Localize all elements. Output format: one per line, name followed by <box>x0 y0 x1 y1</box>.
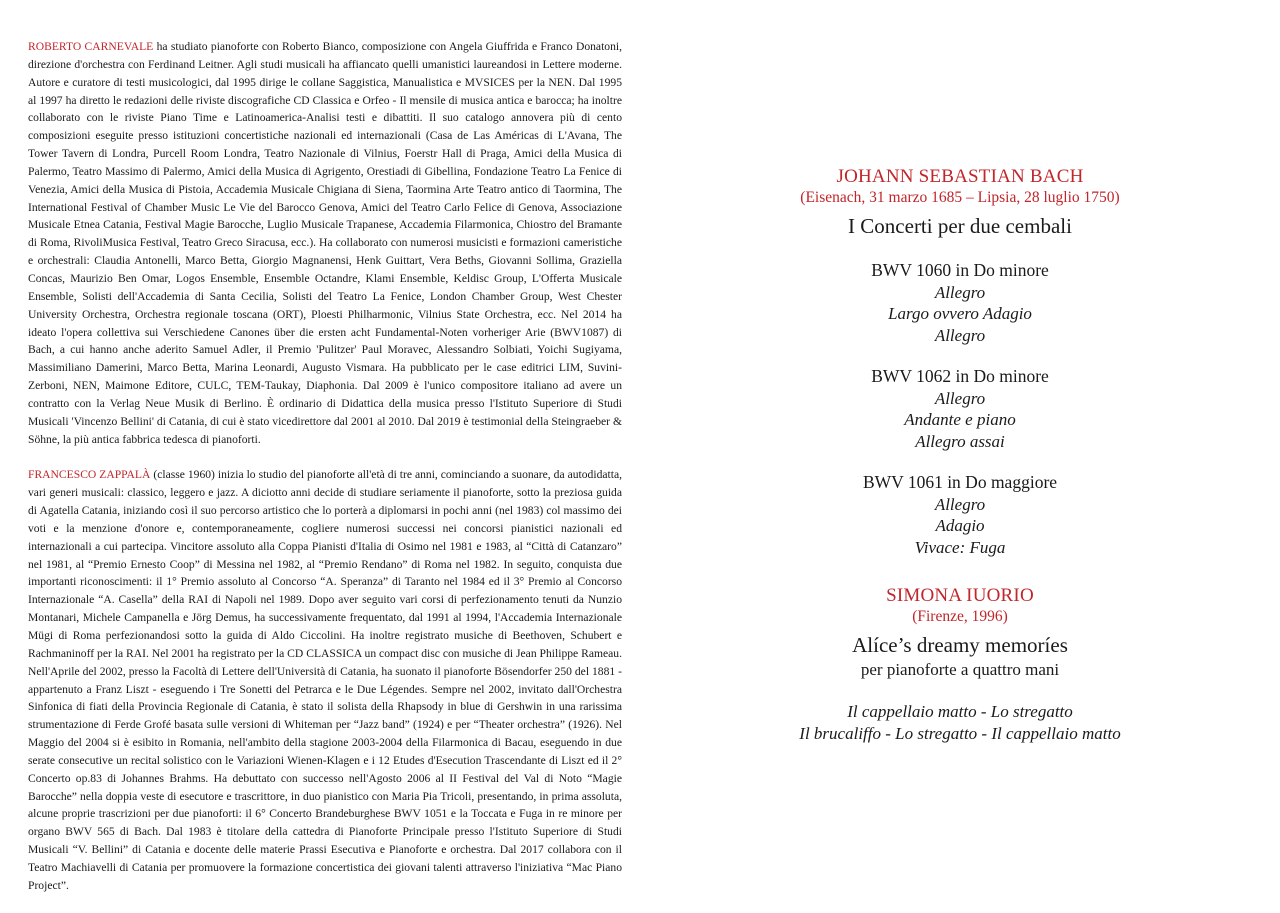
movement: Allegro <box>934 494 986 514</box>
movement: Allegro <box>934 282 986 302</box>
movement: Allegro <box>934 388 986 408</box>
concerto-title: BWV 1061 in Do maggiore <box>862 472 1058 492</box>
piece: Il cappellaio matto - Lo stregatto <box>847 702 1073 721</box>
bio-text: ha studiato pianoforte con Roberto Bianco, composizione con Angela Giuffrida e Franco Donatoni, direzione d'orchestra con Ferdinand Leitner. Agli studi musicali ha affiancato quelli umanistici laureandosi in Lettere moderne. Autore e curatore di testi musicologici, dal 1995 dirige le collane Saggistica, Manualistica e MVSICES per la NEN. Dal 1995 al 1997 ha diretto le redazioni delle riviste discografiche CD Classica e Orfeo - Il mensile di musica antica e barocca; ha inoltre collaborato con le riviste Piano Time e Latinoamerica-Analisi testi e dibattiti. Il suo catalogo annovera più di cento composizioni eseguite presso istituzioni concertistiche nazionali ed internazionali (Casa de Las Américas di L'Avana, The Tower Tavern di Londra, Purcell Room Londra, Teatro Nazionale di Vilnius, Foerstr Hall di Praga, Amici della Musica di Palermo, Teatro Massimo di Palermo, Amici della Musica di Agrigento, Orestiadi di Gibellina, Fondazione Teatro La Fenice di Venezia, Amici della Musica di Pistoia, Accademia Musicale Chigiana di Siena, Taormina Arte Teatro antico di Taormina, The International Festival of Chamber Music Le Vie del Barocco Genova, Amici del Teatro Carlo Felice di Genova, Associazione Musicale Etnea Catania, Festival Magie Barocche, Luglio Musicale Trapanese, Accademia Filarmonica, Chiostro del Bramante di Roma, RivoliMusica Festival, Teatro Greco Siracusa, ecc.). Ha collaborato con numerosi musicisti e formazioni cameristiche e orchestrali: Claudia Antonelli, Marco Betta, Giorgio Magnanensi, Henk Guittart, Vera Beths, Giovanni Sollima, Graziella Concas, Maurizio Ben Omar, Logos Ensemble, Ensemble Octandre, Klami Ensemble, Keldisc Group, L'Offerta Musicale Ensemble, Solisti dell'Accademia di Santa Cecilia, Solisti del Teatro La Fenice, London Chamber Group, West Chester University Orchestra, Orchestra regionale toscana (ORT), Ploesti Philharmonic, Vilnius State Orchestra, ecc. Nel 2014 ha ideato l'opera collettiva sui Verschiedene Canones über die ersten acht Fundamental-Noten vorheriger Arie (BWV1087) di Bach, a cui hanno anche aderito Samuel Adler, il Premio 'Pulitzer' Paul Moravec, Alessandro Solbiati, Yoichi Sugiyama, Massimiliano Damerini, Marco Betta, Marina Leonardi, Augusto Vismara. Ha pubblicato per le case editrici LIM, Suvini-Zerboni, NEN, Maimone Editore, CULC, TEM-Taukay, Diaphonia. Dal 2009 è l'unico compositore italiano ad avere un contratto con la Verlag Neue Musik di Berlino. È ordinario di Didattica della musica presso l'Istituto Superiore di Studi Musicali 'Vincenzo Bellini' di Catania, di cui è stato vicedirettore dal 2001 al 2010. Dal 2019 è testimonial della Steingraeber & Söhne, la più antica fabbrica tedesca di pianoforti. <box>28 40 623 446</box>
bio-paragraph <box>28 466 622 894</box>
work-subtitle: per pianoforte a quattro mani <box>860 660 1060 679</box>
concerto-title: BWV 1060 in Do minore <box>871 260 1049 280</box>
composer2-block <box>760 585 1160 680</box>
concerto-title: BWV 1062 in Do minore <box>871 366 1049 386</box>
composer-dates: (Firenze, 1996) <box>912 608 1008 625</box>
bio-text: (classe 1960) inizia lo studio del pianoforte all'età di tre anni, cominciando a suonare, da autodidatta, vari generi musicali: classico, leggero e jazz. A diciotto anni decide di studiare seriamente il pianoforte, sotto la preziosa guida di Agatella Catania, iniziando così il suo percorso artistico che lo porterà a diplomarsi in pochi anni (nel 1983) col massimo dei voti e la menzione d'onore e, contemporaneamente, cogliere numerosi successi nei concorsi pianistici nazionali ed internazionali a cui partecipa. Vincitore assoluto alla Coppa Pianisti d'Italia di Osimo nel 1981 e 1983, al “Città di Catanzaro” nel 1981, al “Premio Ernesto Coop” di Messina nel 1982, al “Premio Rendano” di Roma nel 1982. In seguito, conquista due importanti riconoscimenti: il 1° Premio assoluto al Concorso “A. Speranza” di Taranto nel 1984 ed il 3° Premio al Concorso Internazionale “A. Casella” della RAI di Napoli nel 1989. Dopo aver seguito vari corsi di perfezionamento tenuti da Nunzio Montanari, Michele Campanella e Jörg Demus, ha successivamente frequentato, dal 1991 al 1994, l'Accademia Internazionale Mügi di Roma perfezionandosi sotto la guida di Aldo Ciccolini. Ha inoltre registrato musiche di Beethoven, Schubert e Rachmaninoff per la RAI. Nel 2001 ha registrato per la CD CLASSICA un compact disc con musiche di Jean Philippe Rameau. Nell'Aprile del 2002, presso la Facoltà di Lettere dell'Università di Catania, ha suonato il pianoforte Bösendorfer 250 del 1881 - appartenuto a Franz Liszt - eseguendo i Tre Sonetti del Petrarca e le Due Légendes. Sempre nel 2002, invitato dall'Orchestra Sinfonica di fiati della Provincia Regionale di Catania, è stato il solista della Rhapsody in blue di Gershwin in una rarissima strumentazione di Ferde Grofé basata sulle versioni di Whiteman per “Jazz band” (1924) e per “Theater orchestra” (1926). Nel Maggio del 2004 si è esibito in Romania, nell'ambito della stagione 2003-2004 della Filarmonica di Bacau, eseguendo in due serate consecutive un recital solistico con le Variazioni Wienen-Klagen e i 12 Etudes d'Esecution Trascendante di Liszt ed il 2° Concerto op.83 di Johannes Brahms. Ha debuttato con successo nell'Agosto 2006 al II Festival del Val di Noto “Magie Barocche” nella doppia veste di esecutore e trascrittore, in duo pianistico con Maria Pia Tricoli, presentando, in prima assoluta, alcune proprie trascrizioni per due pianoforti: il 6° Concerto Brandeburghese BWV 1051 e la Toccata e Fuga in re minore per organo BWV 565 di Bach. Dal 1983 è titolare della cattedra di Pianoforte Principale presso l'Istituto Superiore di Studi Musicali “V. Bellini” di Catania e docente delle materie Prassi Esecutiva e Pianoforte e orchestra. Dal 2017 collabora con il Teatro Machiavelli di Catania per promuovere la formazione concertistica dei giovani talenti attraverso l'iniziativa “Mac Piano Project”. <box>28 468 622 892</box>
bio-paragraph <box>28 38 622 448</box>
composer-name: SIMONA IUORIO <box>886 585 1034 606</box>
piece: Il brucaliffo - Lo stregatto - Il cappellaio matto <box>799 723 1121 743</box>
bio-name: ROBERTO CARNEVALE <box>28 40 154 53</box>
movement: Allegro assai <box>915 431 1005 451</box>
movement: Adagio <box>935 516 985 535</box>
pieces-list <box>760 701 1160 744</box>
concerto-block <box>760 472 1160 558</box>
bio-name: FRANCESCO ZAPPALÀ <box>28 468 151 482</box>
program-column <box>760 166 1160 744</box>
concerto-block <box>760 260 1160 346</box>
biographies-column <box>28 38 622 913</box>
composer-name: JOHANN SEBASTIAN BACH <box>836 166 1084 187</box>
concerto-block <box>760 366 1160 452</box>
movement: Vivace: Fuga <box>914 537 1006 557</box>
work-title: I Concerti per due cembali <box>848 214 1072 238</box>
work-title: Alíce’s dreamy memoríes <box>852 633 1068 657</box>
movement: Allegro <box>934 325 986 345</box>
composer-dates: (Eisenach, 31 marzo 1685 – Lipsia, 28 luglio 1750) <box>800 189 1120 206</box>
movement: Andante e piano <box>904 410 1016 429</box>
movement: Largo ovvero Adagio <box>888 304 1032 323</box>
